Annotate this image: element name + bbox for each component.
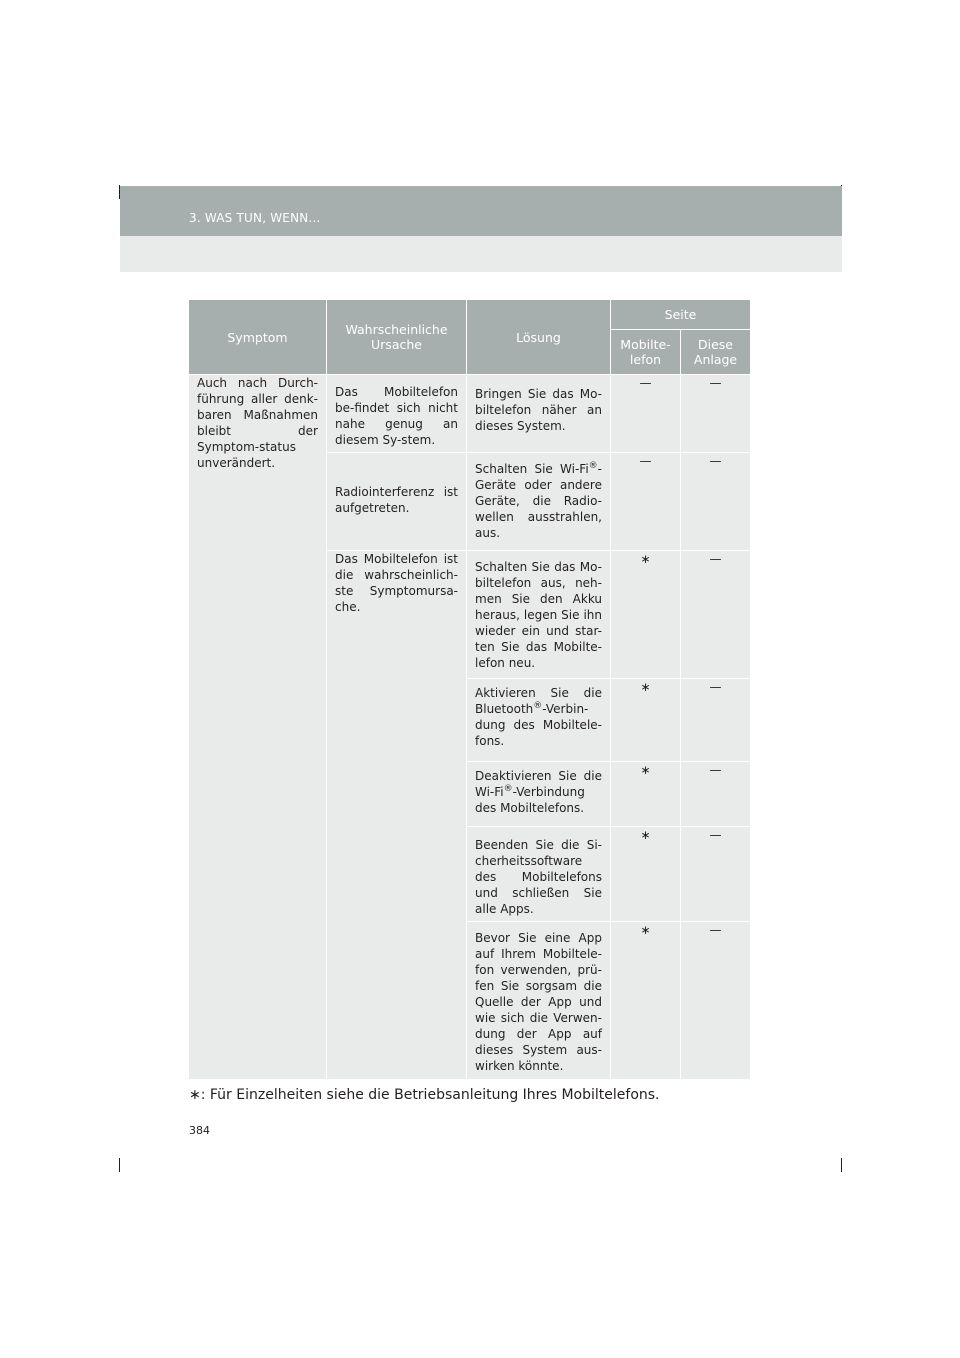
- section-title: 3. WAS TUN, WENN...: [189, 211, 321, 225]
- solution-cell: [467, 453, 611, 551]
- page-phone-cell: ∗: [611, 679, 681, 762]
- solution-text: Schalten Sie das Mo-biltelefon aus, neh-men Sie den Akku heraus, legen Sie ihn wieder ein und star-ten Sie das Mobilte-lefon neu.: [475, 560, 602, 670]
- solution-text: Aktivieren Sie die Bluetooth®-Verbin-dung des Mobiltele-fons.: [475, 686, 602, 748]
- solution-text: Deaktivieren Sie die Wi-Fi®-Verbindung des Mobiltelefons.: [475, 769, 602, 815]
- page-phone-cell: ∗: [611, 551, 681, 679]
- crop-mark-bottom-left: [119, 1158, 120, 1172]
- page-phone-cell: —: [611, 453, 681, 551]
- section-header-subband: [120, 236, 842, 272]
- solution-cell: [467, 922, 611, 1080]
- page-system-cell: —: [681, 551, 751, 679]
- footnote: ∗: Für Einzelheiten siehe die Betriebsanleitung Ihres Mobiltelefons.: [189, 1087, 660, 1103]
- page-system-cell: —: [681, 922, 751, 1080]
- solution-cell: [467, 375, 611, 453]
- page-phone-cell: ∗: [611, 922, 681, 1080]
- header-cause: Wahrscheinliche Ursache: [327, 300, 467, 375]
- cause-text: Das Mobiltelefon be-findet sich nicht nahe genug an diesem Sy-stem.: [335, 385, 458, 447]
- solution-cell: [467, 551, 611, 679]
- header-page: Seite: [611, 300, 751, 330]
- page-phone-cell: ∗: [611, 827, 681, 922]
- cause-cell: [327, 375, 467, 453]
- header-page-phone: Mobilte-lefon: [611, 330, 681, 375]
- solution-text: Schalten Sie Wi-Fi®-Geräte oder andere Geräte, die Radio-wellen ausstrahlen, aus.: [475, 461, 602, 540]
- cause-text: Das Mobiltelefon ist die wahrscheinlich-ste Symptomursa-che.: [335, 552, 458, 614]
- page-phone-cell: ∗: [611, 762, 681, 827]
- header-symptom: Symptom: [189, 300, 327, 375]
- solution-text: Bringen Sie das Mo-biltelefon näher an dieses System.: [475, 387, 602, 433]
- troubleshooting-table: [188, 299, 751, 1080]
- page-system-cell: —: [681, 762, 751, 827]
- solution-text: Bevor Sie eine App auf Ihrem Mobiltele-fon verwenden, prü-fen Sie sorgsam die Quelle der App und wie sich die Verwen-dung der App auf dieses System aus-wirken könnte.: [475, 931, 602, 1073]
- solution-cell: [467, 679, 611, 762]
- cause-text: Radiointerferenz ist aufgetreten.: [335, 485, 458, 515]
- symptom-text: Auch nach Durch-führung aller denk-baren Maßnahmen bleibt der Symptom-status unverändert.: [197, 376, 318, 470]
- solution-cell: [467, 762, 611, 827]
- header-solution: Lösung: [467, 300, 611, 375]
- cause-cell: [327, 453, 467, 551]
- page-system-cell: —: [681, 375, 751, 453]
- cause-cell: [327, 551, 467, 1080]
- solution-cell: [467, 827, 611, 922]
- page-system-cell: —: [681, 679, 751, 762]
- page-phone-cell: —: [611, 375, 681, 453]
- page-number: 384: [189, 1124, 210, 1137]
- crop-mark-bottom-right: [841, 1158, 842, 1172]
- header-page-system: Diese Anlage: [681, 330, 751, 375]
- symptom-cell: [189, 375, 327, 1080]
- solution-text: Beenden Sie die Si-cherheitssoftware des Mobiltelefons und schließen Sie alle Apps.: [475, 838, 602, 916]
- page-system-cell: —: [681, 827, 751, 922]
- page-system-cell: —: [681, 453, 751, 551]
